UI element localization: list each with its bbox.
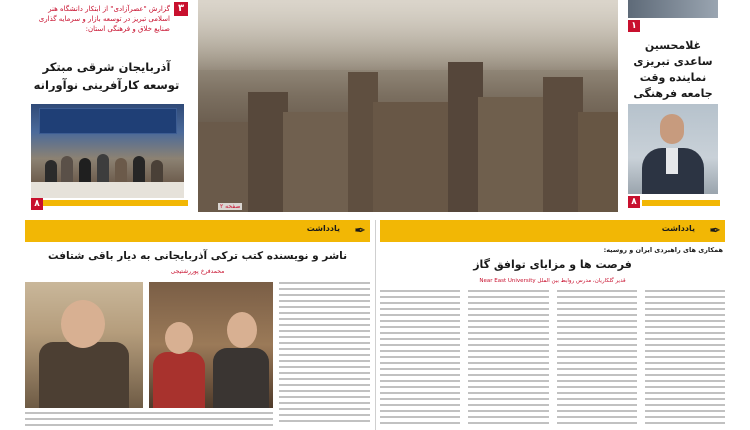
sky-haze <box>198 0 618 70</box>
text-column <box>645 290 725 428</box>
column-divider <box>375 220 376 430</box>
portrait-shirt <box>666 148 678 174</box>
right-top-teaser[interactable] <box>626 0 720 212</box>
building <box>373 102 453 212</box>
section-header <box>380 220 725 242</box>
portrait-photo <box>628 104 718 194</box>
left-top-teaser[interactable] <box>25 0 188 212</box>
section-label: یادداشت <box>661 224 695 233</box>
person-head <box>227 312 257 348</box>
text-column <box>557 290 637 428</box>
article-headline[interactable]: ناشر و نویسنده کتب ترکی آذربایجانی به دیار باقی شتافت <box>47 250 348 262</box>
section-label: یادداشت <box>306 224 340 233</box>
article-kicker: همکاری های راهبردی ایران و روسیه: <box>603 246 723 254</box>
teaser-bottom-bar <box>642 200 720 206</box>
page-number: ۸ <box>31 198 43 210</box>
person-head <box>165 322 193 354</box>
article-byline: محمدفرخ پوررشتیجی <box>170 268 225 275</box>
city-photo <box>198 0 618 212</box>
photo-caption: صفحه ۲ <box>220 203 241 210</box>
building <box>578 112 618 212</box>
article-text <box>25 412 273 430</box>
author-photo <box>25 282 143 408</box>
page-badge: ۱ <box>628 20 640 32</box>
obituary-article <box>25 220 370 430</box>
teaser-headline[interactable]: آذربایجان شرقی مبتکر توسعه کارآفرینی نوآورانه <box>33 60 180 92</box>
teaser-bottom-bar <box>31 200 188 206</box>
portrait-head <box>660 114 684 144</box>
event-banner <box>39 108 177 134</box>
article-text <box>279 282 370 426</box>
article-body <box>380 290 725 428</box>
pen-icon: ✒ <box>354 223 366 239</box>
section-header <box>25 220 370 242</box>
pen-icon: ✒ <box>709 223 721 239</box>
meeting-photo <box>149 282 273 408</box>
person-head <box>61 300 105 348</box>
teaser-headline[interactable]: غلامحسین ساعدی تبریزی نماینده وقت جامعه فرهنگی <box>633 39 713 100</box>
page-number: ۸ <box>628 196 640 208</box>
building <box>478 97 548 212</box>
text-column <box>380 290 460 428</box>
person-body <box>39 342 129 408</box>
article-headline[interactable]: فرصت ها و مزایای توافق گاز <box>473 258 632 271</box>
person-body <box>153 352 205 408</box>
teaser-photo <box>31 104 184 198</box>
person-body <box>213 348 269 408</box>
top-image-strip <box>628 0 718 18</box>
page-badge: ۳ <box>174 2 188 16</box>
text-column <box>468 290 548 428</box>
table <box>31 182 184 198</box>
building <box>283 112 353 212</box>
article-byline: قدیر گلکاریان، مدرس روابط بین الملل Near East University <box>479 278 626 284</box>
teaser-kicker: گزارش "عصرآزادی" از ابتکار دانشگاه هنر اسلامی تبریز در توسعه بازار و سرمایه گذاری صنایع خلاق و فرهنگی استان: <box>38 5 170 33</box>
building <box>248 92 288 212</box>
building <box>543 77 583 212</box>
gas-deal-article <box>380 220 725 430</box>
